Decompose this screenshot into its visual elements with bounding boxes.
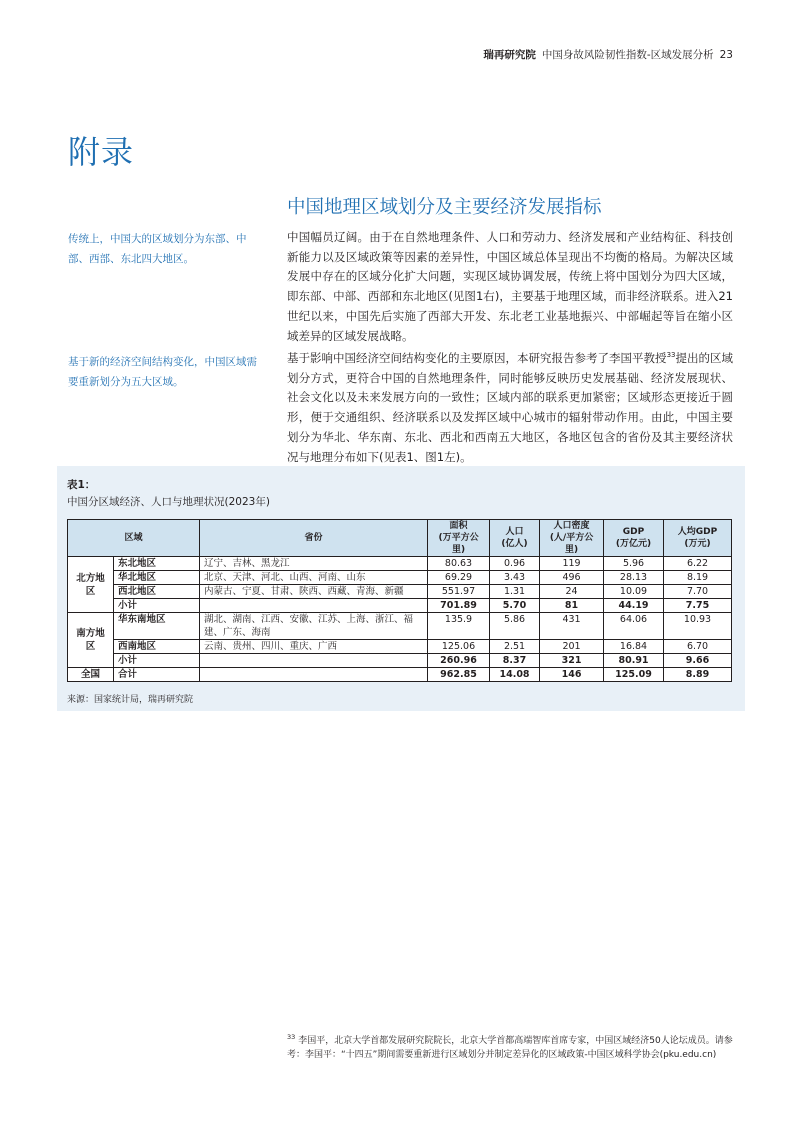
provinces-cell: 内蒙古、宁夏、甘肃、陕西、西藏、青海、新疆 [200, 585, 428, 599]
sidebar-note-1: 传统上，中国大的区域划分为东部、中部、西部、东北四大地区。 [68, 233, 247, 265]
region-cell: 西北地区 [114, 585, 200, 599]
total-row [68, 668, 732, 682]
gdp-cell: 10.09 [604, 585, 664, 599]
section-title: 中国地理区域划分及主要经济发展指标 [287, 197, 602, 218]
density-cell: 146 [540, 668, 604, 682]
gdp-cell: 80.91 [604, 654, 664, 668]
body-paragraph-1: 中国幅员辽阔。由于在自然地理条件、人口和劳动力、经济发展和产业结构征、科技创新能力以及区域政策等因素的差异性，中国区域总体呈现出不均衡的格局。为解决区域发展中存在的区域分化扩大问题，实现区域协调发展，传统上将中国划分为四大区域，即东部、中部、西部和东北地区(见图1右)，主要基于地理区域，而非经济联系。进入21世纪以来，中国先后实施了西部大开发、东北老工业基地振兴、中部崛起等旨在缩小区域差异的区域发展战略。 [287, 230, 733, 343]
gdp-per-capita-cell: 9.66 [664, 654, 732, 668]
population-cell: 2.51 [490, 640, 540, 654]
gdp-per-capita-cell: 6.70 [664, 640, 732, 654]
density-cell: 321 [540, 654, 604, 668]
area-cell: 135.9 [428, 613, 490, 640]
header-provinces: 省份 [200, 520, 428, 557]
header-region: 区域 [68, 520, 200, 557]
footnote-number: 33 [287, 1033, 296, 1041]
area-cell: 125.06 [428, 640, 490, 654]
gdp-per-capita-cell: 7.75 [664, 599, 732, 613]
region-cell: 小计 [114, 654, 200, 668]
provinces-cell: 云南、贵州、四川、重庆、广西 [200, 640, 428, 654]
footnote [287, 1035, 737, 1062]
group-north: 北方地区 [68, 557, 114, 613]
footnote-ref: 33 [666, 351, 676, 360]
gdp-cell: 5.96 [604, 557, 664, 571]
gdp-cell: 44.19 [604, 599, 664, 613]
table-row [68, 613, 732, 640]
population-cell: 14.08 [490, 668, 540, 682]
density-cell: 201 [540, 640, 604, 654]
region-cell: 华北地区 [114, 571, 200, 585]
region-economy-table [67, 519, 732, 682]
density-cell: 119 [540, 557, 604, 571]
sidebar-note-2: 基于新的经济空间结构变化，中国区域需要重新划分为五大区域。 [68, 356, 257, 388]
appendix-title: 附录 [68, 133, 135, 171]
density-cell: 496 [540, 571, 604, 585]
population-cell: 5.86 [490, 613, 540, 640]
area-cell: 260.96 [428, 654, 490, 668]
group-total: 全国 [68, 668, 114, 682]
header-population: 人口 (亿人) [490, 520, 540, 557]
footnote-text: 李国平，北京大学首都发展研究院院长，北京大学首都高端智库首席专家，中国区域经济50人论坛成员。请参考：李国平：“十四五”期间需要重新进行区域划分并制定差异化的区域政策-中国区域科学协会(pku.edu.cn) [287, 1036, 733, 1060]
subtotal-row [68, 654, 732, 668]
population-cell: 0.96 [490, 557, 540, 571]
body-paragraph-2 [287, 349, 733, 467]
gdp-cell: 28.13 [604, 571, 664, 585]
page-number: 23 [719, 49, 733, 61]
table-row [68, 640, 732, 654]
header-density: 人口密度 (人/平方公里) [540, 520, 604, 557]
population-cell: 5.70 [490, 599, 540, 613]
table-row [68, 557, 732, 571]
table-source: 来源：国家统计局，瑞再研究院 [67, 695, 194, 705]
provinces-cell [200, 599, 428, 613]
provinces-cell: 北京、天津、河北、山西、河南、山东 [200, 571, 428, 585]
header-title: 中国身故风险韧性指数-区域发展分析 [541, 49, 714, 61]
header-gdp: GDP (万亿元) [604, 520, 664, 557]
density-cell: 81 [540, 599, 604, 613]
table-row [68, 585, 732, 599]
gdp-per-capita-cell: 10.93 [664, 613, 732, 640]
gdp-per-capita-cell: 6.22 [664, 557, 732, 571]
population-cell: 1.31 [490, 585, 540, 599]
provinces-cell [200, 668, 428, 682]
table-row [68, 571, 732, 585]
area-cell: 69.29 [428, 571, 490, 585]
gdp-cell: 64.06 [604, 613, 664, 640]
table-panel [57, 466, 745, 711]
region-cell: 西南地区 [114, 640, 200, 654]
header-area: 面积 (万平方公里) [428, 520, 490, 557]
table-label: 表1： [67, 479, 96, 491]
region-cell: 华东南地区 [114, 613, 200, 640]
provinces-cell: 湖北、湖南、江西、安徽、江苏、上海、浙江、福建、广东、海南 [200, 613, 428, 640]
provinces-cell: 辽宁、吉林、黑龙江 [200, 557, 428, 571]
region-cell: 东北地区 [114, 557, 200, 571]
paragraph-2-text-b: 提出的区域划分方式，更符合中国的自然地理条件，同时能够反映历史发展基础、经济发展现状、社会文化以及未来发展方向的一致性；区域内部的联系更加紧密；区域形态更接近于圆形，便于交通组织、经济联系以及发挥区域中心城市的辐射带动作用。由此，中国主要划分为华北、华东南、东北、西北和西南五大地区，各地区包含的省份及其主要经济状况与地理分布如下(见表1、图1左)。 [287, 351, 734, 464]
group-south: 南方地区 [68, 613, 114, 668]
header-brand: 瑞再研究院 [483, 49, 536, 61]
area-cell: 962.85 [428, 668, 490, 682]
table-header-row [68, 520, 732, 557]
gdp-cell: 125.09 [604, 668, 664, 682]
population-cell: 3.43 [490, 571, 540, 585]
region-cell: 合计 [114, 668, 200, 682]
gdp-per-capita-cell: 8.89 [664, 668, 732, 682]
running-header [483, 47, 733, 62]
density-cell: 431 [540, 613, 604, 640]
gdp-per-capita-cell: 7.70 [664, 585, 732, 599]
population-cell: 8.37 [490, 654, 540, 668]
gdp-cell: 16.84 [604, 640, 664, 654]
area-cell: 701.89 [428, 599, 490, 613]
area-cell: 551.97 [428, 585, 490, 599]
paragraph-2-text-a: 基于影响中国经济空间结构变化的主要原因，本研究报告参考了李国平教授 [287, 351, 667, 365]
header-gdp-per-capita: 人均GDP (万元) [664, 520, 732, 557]
area-cell: 80.63 [428, 557, 490, 571]
density-cell: 24 [540, 585, 604, 599]
region-cell: 小计 [114, 599, 200, 613]
table-caption: 中国分区域经济、人口与地理状况(2023年) [67, 496, 270, 508]
gdp-per-capita-cell: 8.19 [664, 571, 732, 585]
subtotal-row [68, 599, 732, 613]
provinces-cell [200, 654, 428, 668]
